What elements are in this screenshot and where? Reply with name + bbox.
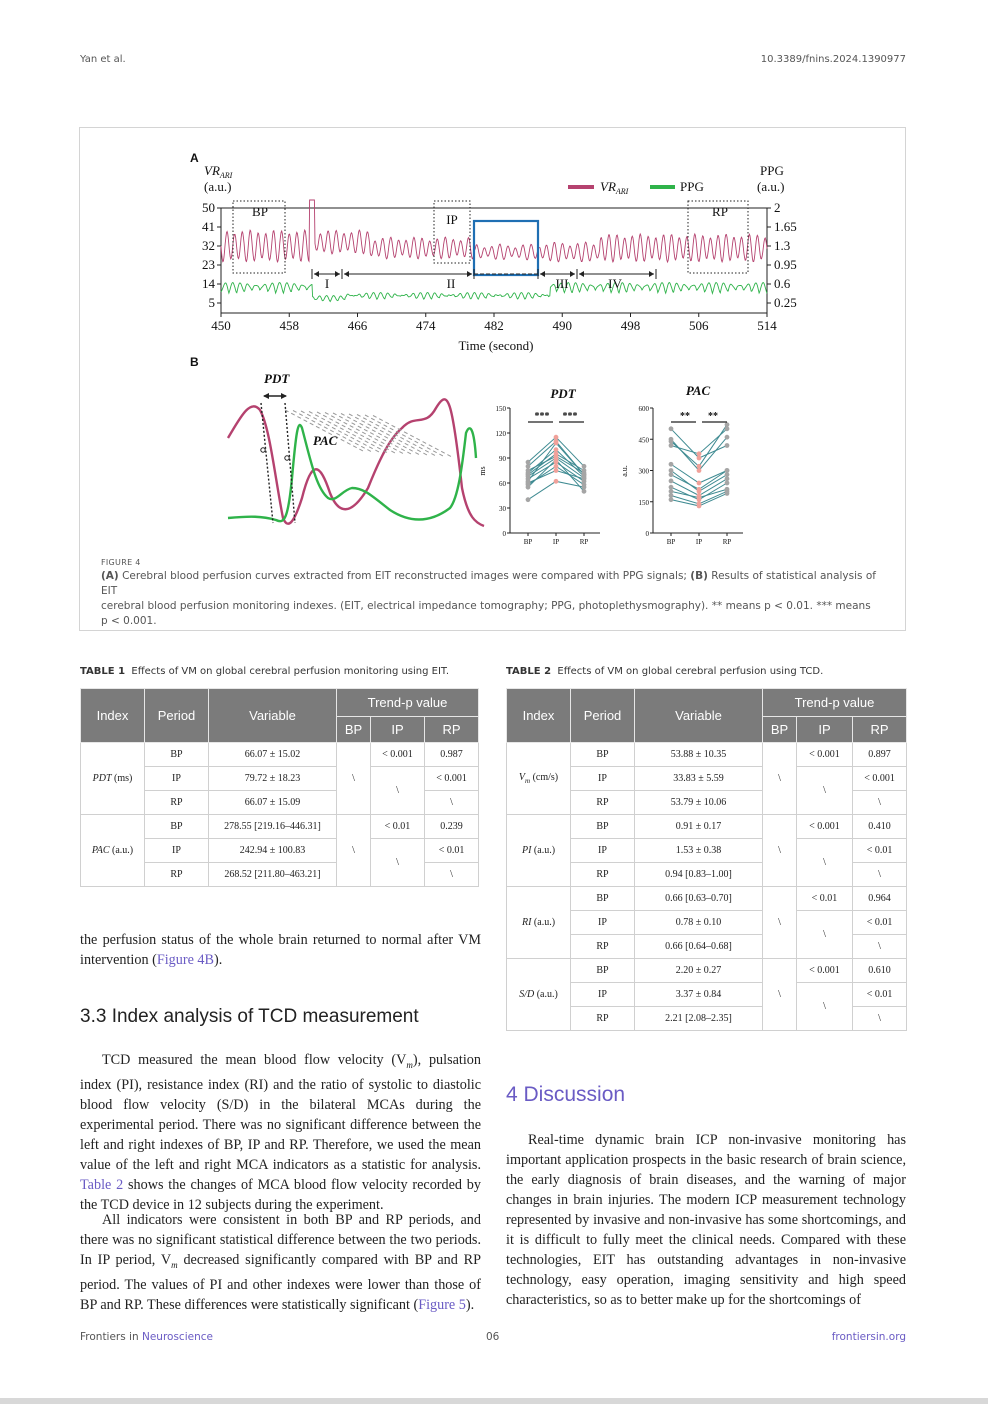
panel-b-waveform: [228, 393, 484, 526]
y-tick-label: 90: [499, 455, 506, 463]
x-tick-label: RP: [722, 538, 732, 546]
significance-stars: **: [680, 411, 690, 422]
table1-variable-cell: 66.07 ± 15.09: [209, 791, 337, 815]
table2-header-trend: Trend-p value: [763, 689, 907, 717]
subject-point: [582, 476, 587, 481]
subject-point: [526, 460, 531, 465]
left-axis-title: $VR_{ARI}$: [204, 163, 233, 180]
waveform-pac-label: PAC: [313, 433, 338, 448]
subject-line: [528, 481, 584, 499]
table2-ip-cell: < 0.001: [797, 743, 853, 767]
panel-a-label: A: [190, 151, 199, 165]
table2-period-cell: RP: [571, 935, 635, 959]
subject-point: [697, 504, 702, 509]
table1-rp-cell: \: [425, 791, 479, 815]
table2-rp-cell: 0.964: [853, 887, 907, 911]
table2-row: [507, 815, 907, 839]
table1-period-cell: RP: [145, 791, 209, 815]
table1-period-cell: BP: [145, 743, 209, 767]
table2-ip-cell: < 0.001: [797, 959, 853, 983]
table2-rp-cell: < 0.01: [853, 983, 907, 1007]
table2-period-cell: IP: [571, 767, 635, 791]
x-tick-label: BP: [666, 538, 676, 546]
x-tick-label: 482: [484, 318, 504, 333]
table1-ip-cell: < 0.01: [371, 815, 425, 839]
phase-label-iii: III: [555, 276, 569, 291]
table2-rp-cell: \: [853, 935, 907, 959]
table2-rp-cell: < 0.001: [853, 767, 907, 791]
subject-point: [725, 422, 730, 427]
table2-period-cell: BP: [571, 959, 635, 983]
phase-label-ii: II: [446, 276, 456, 291]
pdt-y-unit: ms: [478, 466, 487, 476]
table2-ip-cell: \: [797, 839, 853, 887]
subject-point: [669, 443, 674, 448]
right-axis-title: PPG: [760, 163, 784, 178]
caption-line-3: p < 0.001.: [101, 615, 157, 627]
table2-index-cell: S/D (a.u.): [507, 959, 571, 1031]
paragraph-discussion: Real-time dynamic brain ICP non-invasive monitoring has important application prospects in the basic research of brain science, the early diagnosis of brain diseases, and the warning of major changes in brain injuries. The modern ICP measurement technology represented by invasive and non-invasive has some shortcomings, and it is difficult to fully meet the clinical needs. Compared with these technologies, EIT has outstanding advantages in non-invasive technology, easy operation, imaging sensitivity and high speed characteristics, so as to better make up for the shortcomings of: [506, 1132, 906, 1308]
subject-point: [669, 493, 674, 498]
table2-variable-cell: 2.21 [2.08–2.35]: [635, 1007, 763, 1031]
table2-variable-cell: 53.79 ± 10.06: [635, 791, 763, 815]
subject-point: [669, 479, 674, 484]
pac-chart-title: PAC: [685, 383, 711, 398]
table2-period-cell: IP: [571, 911, 635, 935]
subject-point: [554, 479, 559, 484]
y-tick-label: 150: [638, 498, 649, 507]
phase-arrow-head: [467, 271, 472, 277]
section-heading-4: 4 Discussion: [506, 1083, 626, 1106]
subject-point: [697, 495, 702, 500]
left-tick-label: 50: [202, 200, 215, 215]
phase-arrow-head: [344, 271, 349, 277]
subject-point: [669, 426, 674, 431]
table1-index-cell: PDT (ms): [81, 743, 145, 815]
subject-point: [669, 462, 674, 467]
table2-caption: TABLE 2 Effects of VM on global cerebral perfusion using TCD.: [506, 666, 824, 677]
table1-variable-cell: 79.72 ± 18.23: [209, 767, 337, 791]
table2-period-cell: BP: [571, 887, 635, 911]
subject-point: [582, 489, 587, 494]
paragraph-tcd-measured: TCD measured the mean blood flow velocity $(V_m)$, pulsation index (PI), resistance index (RI) and the ratio of systolic to diastolic blood flow velocity (S/D) in the bilateral MCAs during the experimental period. There was no significant difference between the left and right indexes of BP, IP and RP. Therefore, we used the mean value of the left and right MCA indicators as a statistic for analysis. Table 2 shows the changes of MCA blood flow velocity recorded by the TCD device in 12 subjects during the experiment.: [80, 1052, 481, 1213]
left-tick-label: 23: [202, 257, 215, 272]
paragraph-all-indicators: All indicators were consistent in both BP and RP periods, and there was no significant statistical difference between the two periods. In IP period, $V_m$ decreased significantly compared with BP and RP period. The values of PI and other indexes were lower than those of BP and RP. These differences were statistically significant (Figure 5).: [80, 1212, 482, 1313]
subject-point: [725, 435, 730, 440]
table1-row: [81, 815, 479, 839]
table1-ip-cell: < 0.001: [371, 743, 425, 767]
table2: [506, 688, 907, 1031]
table2-variable-cell: 0.66 [0.64–0.68]: [635, 935, 763, 959]
x-tick-label: 514: [757, 318, 777, 333]
table2-period-cell: RP: [571, 863, 635, 887]
y-tick-label: 0: [502, 530, 506, 538]
table2-header-index: Index: [507, 689, 571, 743]
table1-header-index: Index: [81, 689, 145, 743]
table2-header-ip: IP: [797, 717, 853, 743]
box-label-rp: RP: [712, 204, 728, 219]
left-tick-label: 5: [208, 295, 215, 310]
phase-arrow-head: [540, 271, 545, 277]
table2-variable-cell: 53.88 ± 10.35: [635, 743, 763, 767]
subject-point: [669, 497, 674, 502]
table2-rp-cell: \: [853, 863, 907, 887]
waveform-marker-dot: [261, 448, 265, 452]
table1-rp-cell: < 0.001: [425, 767, 479, 791]
phase-label-iv: IV: [608, 276, 622, 291]
table2-variable-cell: 3.37 ± 0.84: [635, 983, 763, 1007]
table2-period-cell: IP: [571, 983, 635, 1007]
panel-b-label: B: [190, 355, 199, 369]
subject-point: [669, 472, 674, 477]
footer-journal-link[interactable]: Neuroscience: [141, 1331, 213, 1343]
subject-point: [526, 474, 531, 479]
vr-ari-series: [221, 200, 767, 262]
bottom-scrollbar-track: [0, 1398, 988, 1404]
table1-ip-cell: \: [371, 839, 425, 887]
table2-rp-cell: < 0.01: [853, 911, 907, 935]
pdt-marker-left: [261, 403, 273, 523]
link-figure-5[interactable]: Figure 5: [418, 1296, 466, 1313]
box-label-ip: IP: [446, 212, 458, 227]
table1-variable-cell: 268.52 [211.80–463.21]: [209, 863, 337, 887]
table2-period-cell: RP: [571, 791, 635, 815]
subject-point: [697, 481, 702, 486]
table1-header-rp: RP: [425, 717, 479, 743]
x-tick-label: BP: [523, 538, 533, 546]
table1-rp-cell: 0.987: [425, 743, 479, 767]
significance-stars: ***: [534, 411, 550, 422]
panel-a-timeseries: [202, 200, 797, 333]
right-tick-label: 0.25: [774, 295, 797, 310]
subject-point: [697, 464, 702, 469]
table2-variable-cell: 2.20 ± 0.27: [635, 959, 763, 983]
pdt-arrow-head: [281, 393, 287, 399]
table1-period-cell: IP: [145, 839, 209, 863]
table2-bp-cell: \: [763, 743, 797, 815]
section-heading-3-3: 3.3 Index analysis of TCD measurement: [80, 1006, 419, 1027]
x-tick-label: 458: [279, 318, 299, 333]
subject-point: [725, 476, 730, 481]
running-head-doi[interactable]: 10.3389/fnins.2024.1390977: [760, 54, 906, 65]
table2-variable-cell: 1.53 ± 0.38: [635, 839, 763, 863]
legend-vr-label: $VR_{ARI}$: [600, 179, 629, 196]
table1-period-cell: IP: [145, 767, 209, 791]
x-axis-title: Time (second): [458, 338, 534, 353]
table1-index-cell: PAC (a.u.): [81, 815, 145, 887]
running-head-authors: Yan et al.: [80, 54, 126, 65]
figure-4: [79, 127, 906, 631]
table2-index-cell: PI (a.u.): [507, 815, 571, 887]
table2-variable-cell: 0.66 [0.63–0.70]: [635, 887, 763, 911]
waveform-marker-dot: [285, 456, 289, 460]
table1-caption: TABLE 1 Effects of VM on global cerebral perfusion monitoring using EIT.: [80, 666, 450, 677]
y-tick-label: 600: [638, 405, 649, 413]
subject-point: [526, 468, 531, 473]
table2-header-variable: Variable: [635, 689, 763, 743]
table2-index-cell: RI (a.u.): [507, 887, 571, 959]
table2-rp-cell: \: [853, 1007, 907, 1031]
footer-page-number: 06: [486, 1331, 500, 1343]
pac-stats-chart: [639, 405, 744, 546]
table2-variable-cell: 0.94 [0.83–1.00]: [635, 863, 763, 887]
x-tick-label: 490: [552, 318, 572, 333]
table2-period-cell: BP: [571, 815, 635, 839]
legend-ppg-label: PPG: [680, 179, 704, 194]
subject-point: [582, 485, 587, 490]
table2-bp-cell: \: [763, 815, 797, 887]
table2-variable-cell: 33.83 ± 5.59: [635, 767, 763, 791]
footer-journal: Frontiers in Neuroscience: [80, 1331, 213, 1343]
table1-variable-cell: 278.55 [219.16–446.31]: [209, 815, 337, 839]
left-tick-label: 14: [202, 276, 215, 291]
table2-bp-cell: \: [763, 959, 797, 1031]
caption-line-1: (A) Cerebral blood perfusion curves extracted from EIT reconstructed images were compared with PPG signals; (B) Results of statistical analysis of EIT: [101, 570, 876, 597]
right-tick-label: 2: [774, 200, 781, 215]
table1-variable-cell: 242.94 ± 100.83: [209, 839, 337, 863]
subject-point: [697, 451, 702, 456]
phase-label-i: I: [324, 276, 330, 291]
table2-header-period: Period: [571, 689, 635, 743]
x-tick-label: 498: [620, 318, 641, 333]
table1-ip-cell: \: [371, 767, 425, 815]
table2-period-cell: RP: [571, 1007, 635, 1031]
ppg-series: [221, 283, 767, 302]
table2-period-cell: IP: [571, 839, 635, 863]
subject-point: [554, 447, 559, 452]
footer-site-link[interactable]: frontiersin.org: [831, 1331, 906, 1343]
subject-point: [725, 481, 730, 486]
subject-point: [526, 497, 531, 502]
subject-point: [697, 456, 702, 461]
table1-header-trend: Trend-p value: [337, 689, 479, 717]
dotted-box-ip: [434, 201, 470, 263]
y-tick-label: 450: [638, 436, 649, 445]
right-tick-label: 0.95: [774, 257, 797, 272]
table1-row: [81, 743, 479, 767]
table2-rp-cell: \: [853, 791, 907, 815]
table2-variable-cell: 0.78 ± 0.10: [635, 911, 763, 935]
pac-y-unit: a.u.: [620, 465, 629, 477]
table2-row: [507, 887, 907, 911]
y-tick-label: 0: [645, 530, 649, 538]
right-tick-label: 1.65: [774, 219, 797, 234]
table1-header-variable: Variable: [209, 689, 337, 743]
table2-ip-cell: \: [797, 767, 853, 815]
phase-arrow-head: [335, 271, 340, 277]
subject-point: [697, 468, 702, 473]
table2-index-cell: $V_m$ (cm/s): [507, 743, 571, 815]
link-table-2[interactable]: Table 2: [80, 1176, 124, 1193]
subject-line: [671, 429, 727, 454]
table2-bp-cell: \: [763, 887, 797, 959]
y-tick-label: 60: [499, 480, 506, 488]
subject-point: [725, 426, 730, 431]
paragraph-perfusion-status: the perfusion status of the whole brain returned to normal after VM intervention (Figure 4B).: [80, 932, 481, 968]
table1-header-bp: BP: [337, 717, 371, 743]
subject-point: [725, 443, 730, 448]
subject-point: [725, 472, 730, 477]
table1-rp-cell: < 0.01: [425, 839, 479, 863]
figure-caption-text: [101, 569, 891, 629]
phase-arrow-head: [649, 271, 654, 277]
y-tick-label: 120: [495, 430, 506, 438]
phase-arrow-head: [570, 271, 575, 277]
subject-point: [554, 460, 559, 465]
pdt-stats-chart: [496, 405, 601, 546]
table2-header-rp: RP: [853, 717, 907, 743]
y-tick-label: 150: [495, 405, 506, 413]
table1-variable-cell: 66.07 ± 15.02: [209, 743, 337, 767]
subject-point: [554, 464, 559, 469]
table1-period-cell: RP: [145, 863, 209, 887]
left-axis-unit: (a.u.): [204, 179, 232, 194]
table2-period-cell: BP: [571, 743, 635, 767]
right-tick-label: 0.6: [774, 276, 791, 291]
table1-header-period: Period: [145, 689, 209, 743]
table2-header-bp: BP: [763, 717, 797, 743]
table1-period-cell: BP: [145, 815, 209, 839]
table2-row: [507, 959, 907, 983]
phase-arrow-head: [314, 271, 319, 277]
table1-rp-cell: \: [425, 863, 479, 887]
waveform-vr: [228, 399, 484, 526]
table1-header-ip: IP: [371, 717, 425, 743]
figure-caption-label: FIGURE 4: [101, 558, 141, 567]
y-tick-label: 300: [638, 467, 649, 476]
table2-ip-cell: < 0.001: [797, 815, 853, 839]
table2-rp-cell: 0.897: [853, 743, 907, 767]
table2-rp-cell: 0.610: [853, 959, 907, 983]
table2-ip-cell: \: [797, 911, 853, 959]
caption-line-2: cerebral blood perfusion monitoring indexes. (EIT, electrical impedance tomography; PPG, photoplethysmography). ** means p < 0.01. *** means: [101, 600, 871, 612]
subject-point: [554, 435, 559, 440]
subject-point: [725, 491, 730, 496]
x-tick-label: 506: [689, 318, 709, 333]
link-figure-4b[interactable]: Figure 4B: [156, 952, 214, 968]
table2-row: [507, 743, 907, 767]
significance-stars: **: [708, 411, 718, 422]
subject-point: [669, 485, 674, 490]
subject-point: [582, 471, 587, 476]
box-label-bp: BP: [252, 204, 268, 219]
subject-point: [526, 464, 531, 469]
table1: [80, 688, 479, 887]
left-tick-label: 41: [202, 219, 215, 234]
x-tick-label: 474: [416, 318, 436, 333]
right-tick-label: 1.3: [774, 238, 791, 253]
subject-point: [725, 468, 730, 473]
pdt-arrow-head: [263, 393, 269, 399]
subject-point: [554, 456, 559, 461]
x-tick-label: 450: [211, 318, 231, 333]
subject-point: [526, 481, 531, 486]
right-axis-unit: (a.u.): [757, 179, 785, 194]
y-tick-label: 30: [499, 505, 506, 513]
table2-ip-cell: \: [797, 983, 853, 1031]
subject-point: [669, 468, 674, 473]
table2-ip-cell: < 0.01: [797, 887, 853, 911]
subject-point: [554, 439, 559, 444]
table1-bp-cell: \: [337, 743, 371, 815]
subject-point: [697, 487, 702, 492]
table2-variable-cell: 0.91 ± 0.17: [635, 815, 763, 839]
waveform-pdt-label: PDT: [264, 371, 290, 386]
figure-4-graphic: [80, 128, 905, 630]
plot-frame: [221, 208, 767, 313]
significance-stars: ***: [562, 411, 578, 422]
table2-rp-cell: < 0.01: [853, 839, 907, 863]
left-tick-label: 32: [202, 238, 215, 253]
subject-point: [554, 468, 559, 473]
x-tick-label: IP: [552, 538, 560, 546]
table2-rp-cell: 0.410: [853, 815, 907, 839]
phase-arrow-head: [579, 271, 584, 277]
x-tick-label: 466: [347, 318, 368, 333]
table1-rp-cell: 0.239: [425, 815, 479, 839]
table1-bp-cell: \: [337, 815, 371, 887]
subject-point: [669, 489, 674, 494]
x-tick-label: IP: [695, 538, 703, 546]
subject-point: [582, 464, 587, 469]
x-tick-label: RP: [579, 538, 589, 546]
subject-point: [669, 437, 674, 442]
pdt-chart-title: PDT: [550, 386, 576, 401]
